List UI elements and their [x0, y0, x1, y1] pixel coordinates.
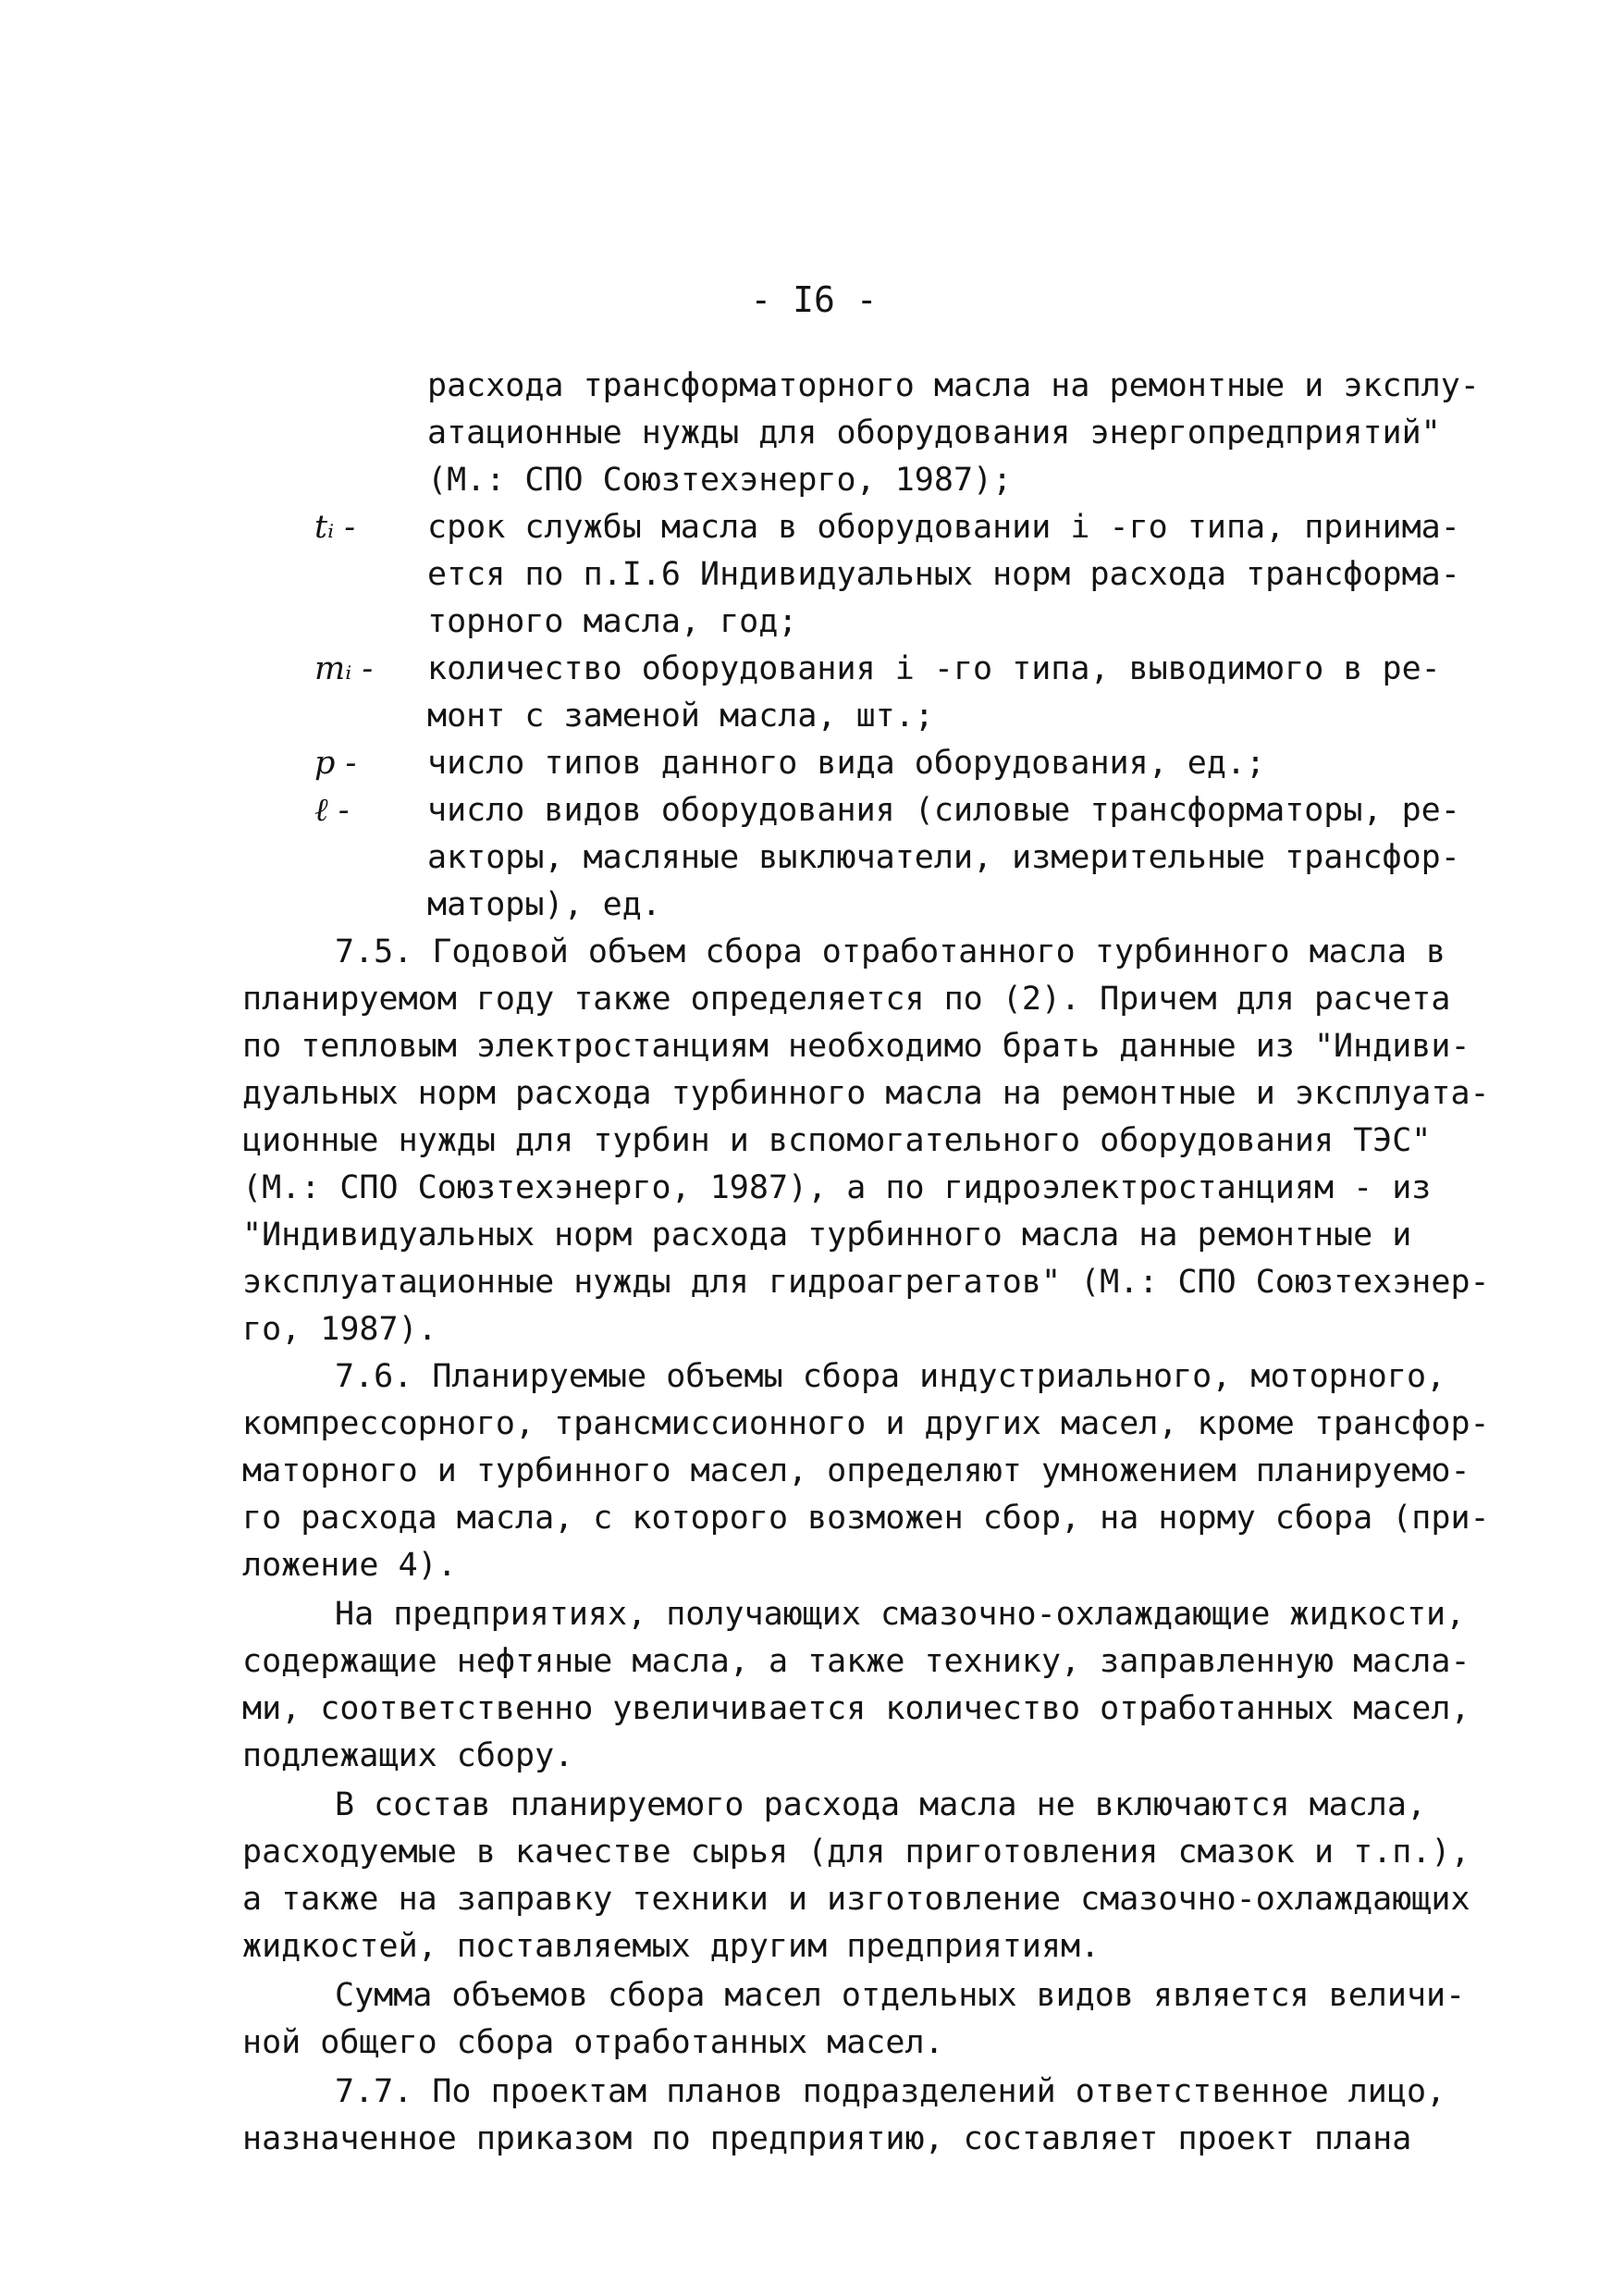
text-line: ется по п.I.6 Индивидуальных норм расхода трансформа- — [427, 556, 1460, 593]
text-line: маторы), ед. — [427, 886, 661, 923]
text-line: го расхода масла, с которого возможен сбор, на норму сбора (при- — [242, 1500, 1490, 1537]
text-line: жидкостей, поставляемых другим предприятиям. — [242, 1928, 1101, 1965]
text-line: 7.5. Годовой объем сбора отработанного турбинного масла в — [335, 933, 1446, 970]
text-line: ложение 4). — [242, 1547, 457, 1584]
text-line: торного масла, год; — [427, 603, 798, 640]
text-line: число видов оборудования (силовые трансформаторы, ре- — [427, 792, 1460, 829]
page-number: - I6 - — [750, 279, 878, 320]
text-line: (М.: СПО Союзтехэнерго, 1987); — [427, 462, 1013, 499]
text-line: Сумма объемов сбора масел отдельных видов является величи- — [335, 1977, 1466, 2014]
text-line: подлежащих сбору. — [242, 1737, 574, 1774]
text-line: компрессорного, трансмиссионного и других масел, кроме трансфор- — [242, 1405, 1490, 1442]
text-line: срок службы масла в оборудовании i -го типа, принима- — [427, 509, 1460, 546]
text-line: "Индивидуальных норм расхода турбинного масла на ремонтные и — [242, 1217, 1412, 1254]
text-line: а также на заправку техники и изготовление смазочно-охлаждающих — [242, 1881, 1470, 1918]
text-line: маторного и турбинного масел, определяют умножением планируемо- — [242, 1452, 1470, 1489]
text-line: ми, соответственно увеличивается количество отработанных масел, — [242, 1690, 1470, 1727]
text-line: эксплуатационные нужды для гидроагрегатов" (М.: СПО Союзтехэнер- — [242, 1264, 1490, 1301]
text-line: расхода трансформаторного масла на ремонтные и эксплу- — [427, 367, 1480, 404]
text-line: го, 1987). — [242, 1311, 437, 1348]
definition-term: tᵢ - — [314, 509, 356, 546]
definition-term: mᵢ - — [314, 650, 374, 687]
text-line: акторы, масляные выключатели, измерительные трансфор- — [427, 839, 1460, 876]
text-line: 7.7. По проектам планов подразделений ответственное лицо, — [335, 2073, 1446, 2110]
text-line: число типов данного вида оборудования, ед.; — [427, 745, 1266, 782]
text-line: расходуемые в качестве сырья (для приготовления смазок и т.п.), — [242, 1834, 1470, 1871]
text-line: монт с заменой масла, шт.; — [427, 698, 934, 735]
text-line: количество оборудования i -го типа, выводимого в ре- — [427, 650, 1441, 687]
definition-term: p - — [314, 745, 357, 782]
text-line: ной общего сбора отработанных масел. — [242, 2024, 944, 2061]
text-line: (М.: СПО Союзтехэнерго, 1987), а по гидроэлектростанциям - из — [242, 1169, 1432, 1206]
definition-term: ℓ - — [314, 792, 350, 829]
text-line: атационные нужды для оборудования энергопредприятий" — [427, 414, 1441, 451]
text-line: содержащие нефтяные масла, а также технику, заправленную масла- — [242, 1643, 1470, 1680]
text-line: 7.6. Планируемые объемы сбора индустриального, моторного, — [335, 1358, 1446, 1395]
text-line: На предприятиях, получающих смазочно-охлаждающие жидкости, — [335, 1596, 1466, 1633]
text-line: дуальных норм расхода турбинного масла на ремонтные и эксплуата- — [242, 1075, 1490, 1112]
text-line: В состав планируемого расхода масла не включаются масла, — [335, 1786, 1427, 1823]
text-line: назначенное приказом по предприятию, составляет проект плана — [242, 2120, 1412, 2157]
text-line: ционные нужды для турбин и вспомогательного оборудования ТЭС" — [242, 1122, 1432, 1159]
text-line: по тепловым электростанциям необходимо брать данные из "Индиви- — [242, 1028, 1470, 1065]
text-line: планируемом году также определяется по (2). Причем для расчета — [242, 981, 1451, 1018]
